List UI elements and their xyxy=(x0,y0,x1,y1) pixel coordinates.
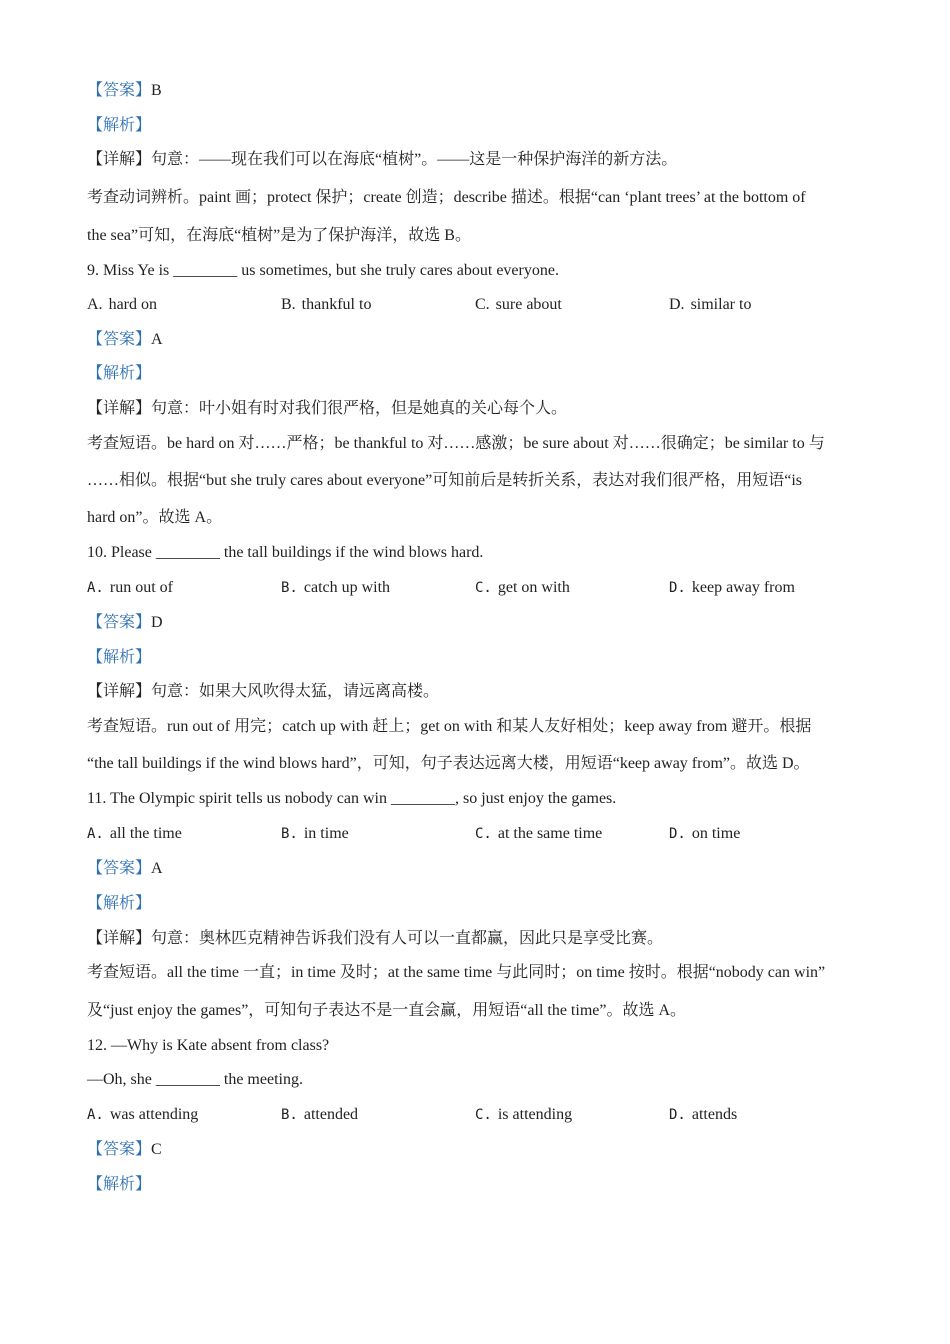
q11-analysis-label: 【解析】 xyxy=(87,895,152,912)
q9-option-b: B. thankful to xyxy=(281,296,372,313)
q11-option-a: A. all the time xyxy=(87,825,182,842)
q12-option-d: D. attends xyxy=(669,1106,738,1123)
q9-explanation-3: hard on”。故选 A。 xyxy=(87,509,223,526)
q9-answer: 【答案】A xyxy=(87,331,163,348)
q12-option-a: A. was attending xyxy=(87,1106,199,1123)
q11-detail: 【详解】句意：奥林匹克精神告诉我们没有人可以一直都赢，因此只是享受比赛。 xyxy=(87,930,664,947)
q8-answer: 【答案】B xyxy=(87,82,162,99)
q8-detail: 【详解】句意：——现在我们可以在海底“植树”。——这是一种保护海洋的新方法。 xyxy=(87,151,678,168)
q12-option-c: C. is attending xyxy=(475,1106,573,1123)
q9-detail: 【详解】句意：叶小姐有时对我们很严格，但是她真的关心每个人。 xyxy=(87,400,568,417)
q11-option-c: C. at the same time xyxy=(475,825,603,842)
q10-explanation-1: 考查短语。run out of 用完；catch up with 赶上；get on with 和某人友好相处；keep away from 避开。根据 xyxy=(87,718,812,735)
q11-answer: 【答案】A xyxy=(87,860,163,877)
q10-option-c: C. get on with xyxy=(475,579,570,596)
q9-explanation-2: ……相似。根据“but she truly cares about everyone”可知前后是转折关系，表达对我们很严格，用短语“is xyxy=(87,472,803,489)
q11-stem: 11. The Olympic spirit tells us nobody can win ________, so just enjoy the games. xyxy=(87,790,617,807)
q9-analysis-label: 【解析】 xyxy=(87,365,152,382)
q8-explanation-2: the sea”可知，在海底“植树”是为了保护海洋，故选 B。 xyxy=(87,227,471,244)
q10-detail: 【详解】句意：如果大风吹得太猛，请远离高楼。 xyxy=(87,683,440,700)
q12-answer: 【答案】C xyxy=(87,1141,162,1158)
q12-stem-2: —Oh, she ________ the meeting. xyxy=(87,1071,303,1088)
q10-answer: 【答案】D xyxy=(87,614,163,631)
q11-explanation-1: 考查短语。all the time 一直；in time 及时；at the same time 与此同时；on time 按时。根据“nobody can win” xyxy=(87,964,826,981)
q12-option-b: B. attended xyxy=(281,1106,359,1123)
q12-analysis-label: 【解析】 xyxy=(87,1176,152,1193)
q11-explanation-2: 及“just enjoy the games”，可知句子表达不是一直会赢，用短语“all the time”。故选 A。 xyxy=(87,1002,687,1019)
q10-option-d: D. keep away from xyxy=(669,579,795,596)
q10-stem: 10. Please ________ the tall buildings if the wind blows hard. xyxy=(87,544,484,561)
q11-option-b: B. in time xyxy=(281,825,349,842)
q9-option-c: C. sure about xyxy=(475,296,562,313)
q9-stem: 9. Miss Ye is ________ us sometimes, but she truly cares about everyone. xyxy=(87,262,559,279)
q8-explanation-1: 考查动词辨析。paint 画；protect 保护；create 创造；describe 描述。根据“can ‘plant trees’ at the bottom of xyxy=(87,189,806,206)
q9-option-d: D. similar to xyxy=(669,296,752,313)
q10-option-b: B. catch up with xyxy=(281,579,391,596)
q10-explanation-2: “the tall buildings if the wind blows hard”，可知，句子表达远离大楼，用短语“keep away from”。故选 D。 xyxy=(87,755,810,772)
q8-analysis-label: 【解析】 xyxy=(87,117,152,134)
q10-analysis-label: 【解析】 xyxy=(87,649,152,666)
q12-stem-1: 12. —Why is Kate absent from class? xyxy=(87,1037,330,1054)
q10-option-a: A. run out of xyxy=(87,579,173,596)
q11-option-d: D. on time xyxy=(669,825,741,842)
q9-explanation-1: 考查短语。be hard on 对……严格；be thankful to 对……感激；be sure about 对……很确定；be similar to 与 xyxy=(87,435,825,452)
q9-option-a: A. hard on xyxy=(87,296,157,313)
